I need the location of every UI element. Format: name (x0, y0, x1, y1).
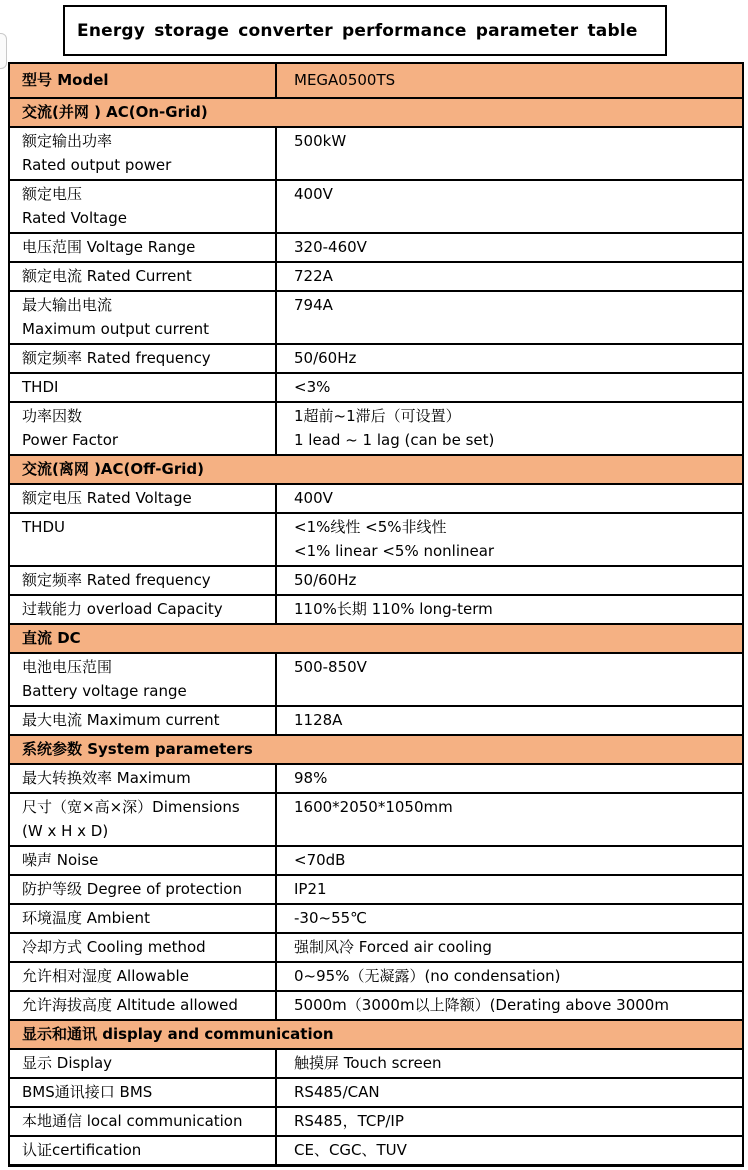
section-title: 显示和通讯 display and communication (22, 1025, 334, 1043)
row-value (277, 567, 742, 594)
row-label-line: 额定输出功率 (22, 132, 113, 150)
row-label-line: Power Factor (22, 431, 119, 449)
row-label-line: 防护等级 Degree of protection (22, 880, 242, 898)
row-label-line: 过载能力 overload Capacity (22, 600, 223, 618)
table-row (10, 847, 742, 876)
row-value-line: 50/60Hz (294, 349, 357, 367)
row-label (10, 128, 277, 179)
row-label (10, 905, 277, 932)
table-row (10, 181, 742, 234)
table-row (10, 263, 742, 292)
row-label (10, 876, 277, 903)
table-row (10, 403, 742, 456)
row-label (10, 374, 277, 401)
row-label (10, 596, 277, 623)
row-label (10, 847, 277, 874)
row-label-line: 允许相对湿度 Allowable (22, 967, 189, 985)
row-value-line: 0~95%（无凝露）(no condensation) (294, 967, 561, 985)
row-label-line: 型号 Model (22, 71, 109, 89)
row-value (277, 707, 742, 734)
row-label-line: 本地通信 local communication (22, 1112, 243, 1130)
row-label-line: Maximum output current (22, 320, 210, 338)
row-label (10, 934, 277, 961)
title-box (63, 5, 667, 56)
row-label-line: 最大输出电流 (22, 296, 113, 314)
table-row (10, 128, 742, 181)
row-value (277, 934, 742, 961)
row-value (277, 1108, 742, 1135)
section-title: 交流(离网 )AC(Off-Grid) (22, 460, 204, 478)
row-value-line: RS485/CAN (294, 1083, 380, 1101)
row-value (277, 596, 742, 623)
row-value-line: 1600*2050*1050mm (294, 798, 453, 816)
row-value (277, 345, 742, 372)
row-label-line: THDU (22, 518, 65, 536)
model-row (10, 64, 742, 99)
row-value (277, 1137, 742, 1164)
section-title: 直流 DC (22, 629, 81, 647)
row-label (10, 403, 277, 454)
row-value (277, 1050, 742, 1077)
table-row (10, 485, 742, 514)
section-header-row (10, 1021, 742, 1050)
table-row (10, 794, 742, 847)
row-value-line: <70dB (294, 851, 346, 869)
row-label-line: 额定频率 Rated frequency (22, 349, 211, 367)
row-value (277, 181, 742, 232)
row-label (10, 1108, 277, 1135)
row-label-line: 额定电压 Rated Voltage (22, 489, 192, 507)
row-value-line: 98% (294, 769, 328, 787)
row-label (10, 707, 277, 734)
row-label-line: 最大转换效率 Maximum (22, 769, 191, 787)
row-label (10, 963, 277, 990)
row-value-line: <3% (294, 378, 331, 396)
row-value (277, 514, 742, 565)
row-value-line: 1超前~1滞后（可设置） (294, 407, 461, 425)
row-label (10, 485, 277, 512)
row-value-line: 1 lead ~ 1 lag (can be set) (294, 431, 495, 449)
section-header-row (10, 456, 742, 485)
row-label-line: (W x H x D) (22, 822, 109, 840)
row-label-line: 电压范围 Voltage Range (22, 238, 196, 256)
row-value-line: CE、CGC、TUV (294, 1141, 407, 1159)
table-row (10, 345, 742, 374)
row-label (10, 765, 277, 792)
row-label-line: Battery voltage range (22, 682, 187, 700)
row-label-line: 环境温度 Ambient (22, 909, 150, 927)
table-row (10, 905, 742, 934)
table-row (10, 374, 742, 403)
row-label-line: 允许海拔高度 Altitude allowed (22, 996, 238, 1014)
row-value (277, 654, 742, 705)
row-value-line: 5000m（3000m以上降额）(Derating above 3000m (294, 996, 669, 1014)
row-value (277, 64, 742, 97)
row-value (277, 876, 742, 903)
table-row (10, 765, 742, 794)
row-value-line: 50/60Hz (294, 571, 357, 589)
row-value (277, 992, 742, 1019)
row-value-line: 320-460V (294, 238, 367, 256)
table-row (10, 514, 742, 567)
row-value-line: 400V (294, 185, 333, 203)
row-label (10, 794, 277, 845)
row-value-line: MEGA0500TS (294, 71, 396, 89)
table-row (10, 963, 742, 992)
row-label-line: Rated output power (22, 156, 172, 174)
row-label (10, 992, 277, 1019)
row-value (277, 374, 742, 401)
table-row (10, 292, 742, 345)
row-label (10, 654, 277, 705)
row-value-line: <1%线性 <5%非线性 (294, 518, 447, 536)
row-label (10, 345, 277, 372)
table-row (10, 707, 742, 736)
row-value (277, 403, 742, 454)
table-row (10, 934, 742, 963)
row-value (277, 1079, 742, 1106)
row-value-line: IP21 (294, 880, 327, 898)
row-label-line: 额定电压 (22, 185, 83, 203)
row-label-line: BMS通讯接口 BMS (22, 1083, 153, 1101)
row-label-line: THDI (22, 378, 59, 396)
table-row (10, 1050, 742, 1079)
row-value-line: <1% linear <5% nonlinear (294, 542, 495, 560)
row-label (10, 514, 277, 565)
row-label (10, 1050, 277, 1077)
row-value (277, 263, 742, 290)
row-value-line: 400V (294, 489, 333, 507)
row-label-line: 噪声 Noise (22, 851, 99, 869)
page-title: Energy storage converter performance parameter table (77, 20, 638, 41)
row-label-line: 冷却方式 Cooling method (22, 938, 206, 956)
row-label-line: 额定电流 Rated Current (22, 267, 192, 285)
section-header-row (10, 736, 742, 765)
row-label-line: Rated Voltage (22, 209, 127, 227)
section-title: 系统参数 System parameters (22, 740, 253, 758)
section-header-row (10, 625, 742, 654)
row-label (10, 64, 277, 97)
row-label (10, 1137, 277, 1164)
row-value (277, 963, 742, 990)
row-value-line: 500kW (294, 132, 347, 150)
row-label (10, 234, 277, 261)
row-value-line: RS485，TCP/IP (294, 1112, 404, 1130)
row-label-line: 显示 Display (22, 1054, 113, 1072)
row-value (277, 765, 742, 792)
row-value (277, 485, 742, 512)
spec-table (8, 62, 744, 1167)
row-value-line: 110%长期 110% long-term (294, 600, 493, 618)
row-value-line: 触摸屏 Touch screen (294, 1054, 442, 1072)
row-value (277, 128, 742, 179)
table-row (10, 1079, 742, 1108)
row-label-line: 认证certification (22, 1141, 142, 1159)
table-row (10, 1108, 742, 1137)
section-title: 交流(并网 ) AC(On-Grid) (22, 103, 208, 121)
row-label (10, 567, 277, 594)
row-label (10, 181, 277, 232)
row-label (10, 263, 277, 290)
section-header-row (10, 99, 742, 128)
row-label (10, 292, 277, 343)
table-row (10, 1137, 742, 1164)
table-row (10, 992, 742, 1021)
row-value-line: -30~55℃ (294, 909, 368, 927)
table-row (10, 234, 742, 263)
row-value-line: 500-850V (294, 658, 367, 676)
table-row (10, 567, 742, 596)
row-value-line: 794A (294, 296, 333, 314)
row-label-line: 额定频率 Rated frequency (22, 571, 211, 589)
page-edge-tab (0, 33, 7, 69)
row-value (277, 292, 742, 343)
row-label-line: 电池电压范围 (22, 658, 113, 676)
row-value-line: 1128A (294, 711, 343, 729)
row-value (277, 794, 742, 845)
row-value-line: 722A (294, 267, 333, 285)
table-row (10, 876, 742, 905)
row-value-line: 强制风冷 Forced air cooling (294, 938, 492, 956)
table-row (10, 654, 742, 707)
row-label-line: 功率因数 (22, 407, 83, 425)
table-row (10, 596, 742, 625)
row-value (277, 234, 742, 261)
row-label-line: 最大电流 Maximum current (22, 711, 220, 729)
row-label-line: 尺寸（宽×高×深）Dimensions (22, 798, 240, 816)
row-label (10, 1079, 277, 1106)
row-value (277, 905, 742, 932)
row-value (277, 847, 742, 874)
